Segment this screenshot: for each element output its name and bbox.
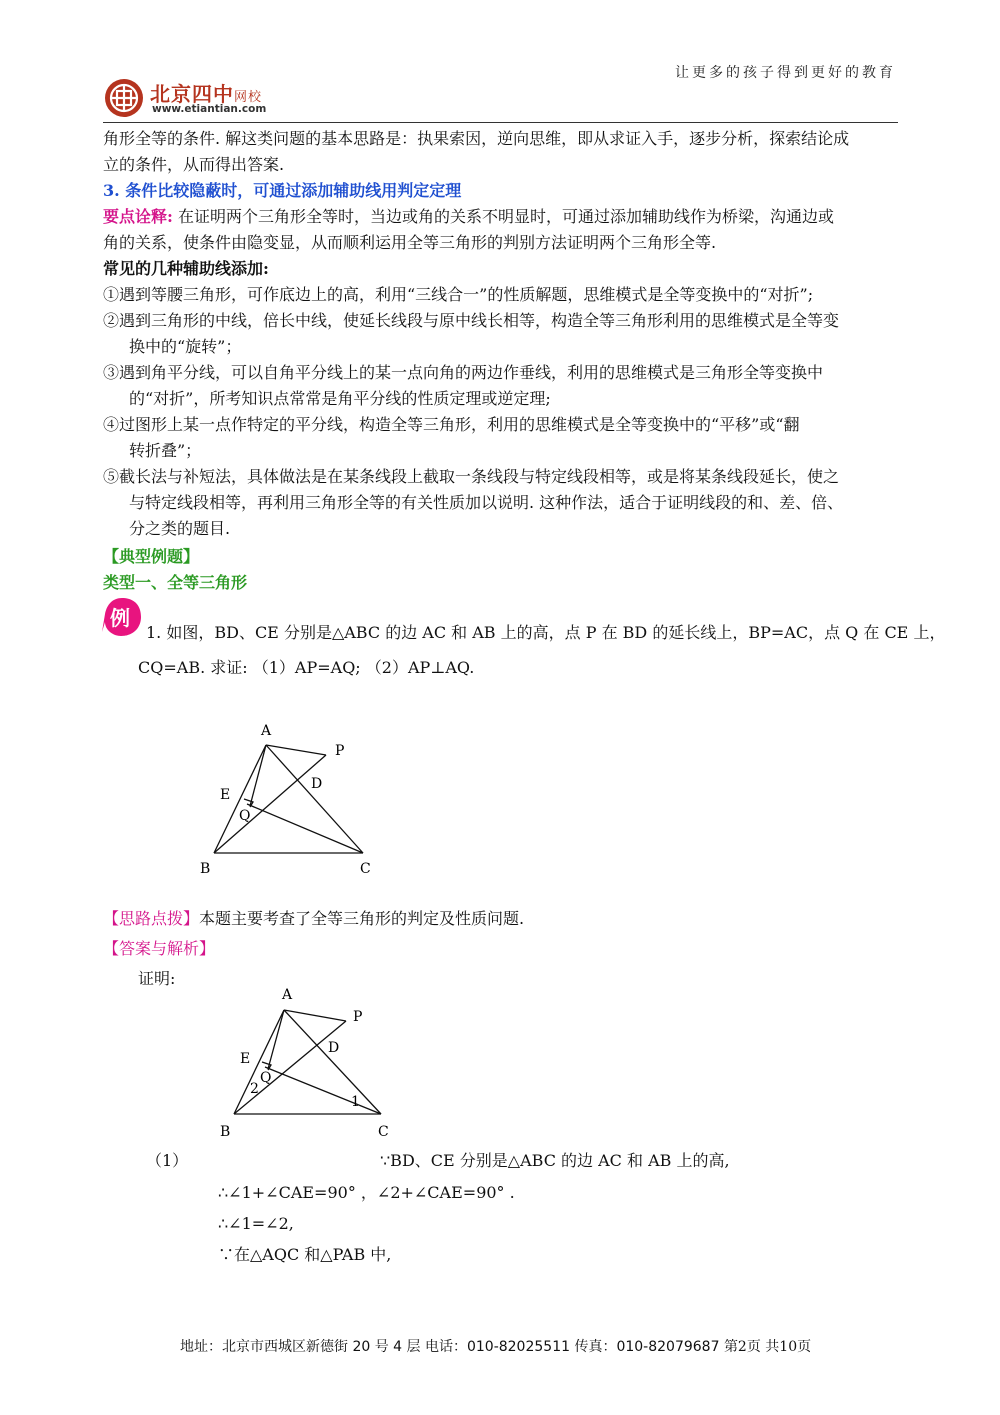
segment-ap xyxy=(266,745,326,755)
label-e: E xyxy=(240,1051,251,1067)
answer-label: 【答案与解析】 xyxy=(103,939,216,958)
segment-ac xyxy=(266,745,363,853)
hint-text: 本题主要考查了全等三角形的判定及性质问题. xyxy=(199,909,525,928)
label-c: C xyxy=(378,1124,389,1140)
list-item: ③遇到角平分线，可以自角平分线上的某一点向角的两边作垂线，利用的思维模式是三角形全等变换中 xyxy=(103,363,824,382)
segment-ec xyxy=(247,804,363,853)
segment-bp xyxy=(234,1021,346,1114)
question-line: 1. 如图，BD、CE 分别是△ABC 的边 AC 和 AB 上的高，点 P 在 BD 的延长线上，BP=AC，点 Q 在 CE 上， xyxy=(146,623,946,642)
label-b: B xyxy=(220,1124,231,1140)
paragraph-line: 立的条件，从而得出答案. xyxy=(103,155,285,174)
hint-label: 【思路点拨】 xyxy=(103,909,200,928)
list-item: ④过图形上某一点作特定的平分线，构造全等三角形，利用的思维模式是全等变换中的“平移”或“翻 xyxy=(103,415,800,434)
label-q: Q xyxy=(239,808,251,824)
list-item: ②遇到三角形的中线，倍长中线，使延长线段与原中线长相等，构造全等三角形利用的思维模式是全等变 xyxy=(103,311,840,330)
label-p: P xyxy=(353,1009,363,1025)
proof-step: ∴∠1=∠2, xyxy=(218,1214,294,1233)
triangle-figure-2 xyxy=(210,985,410,1145)
logo-title-text: 北京四中 xyxy=(150,82,234,106)
label-d: D xyxy=(328,1040,340,1056)
list-item-cont: 分之类的题目. xyxy=(129,519,231,538)
proof-label: 证明: xyxy=(138,969,176,988)
page-footer xyxy=(180,1336,811,1356)
list-item: ⑤截长法与补短法，具体做法是在某条线段上截取一条线段与特定线段相等，或是将某条线段延长，使之 xyxy=(103,467,840,486)
header-slogan: 让更多的孩子得到更好的教育 xyxy=(675,65,896,81)
paragraph-line: 角形全等的条件. 解这类问题的基本思路是：执果索因，逆向思维，即从求证入手，逐步分析，探索结论成 xyxy=(103,129,850,148)
examples-heading: 【典型例题】 xyxy=(103,547,200,566)
footer-address: 地址：北京市西城区新德街 20 号 4 层 电话：010-82025511 传真：010-82079687 xyxy=(180,1339,720,1355)
section-heading-3: 3. 条件比较隐蔽时，可通过添加辅助线用判定定理 xyxy=(103,181,462,200)
label-a: A xyxy=(261,723,272,739)
segment-ac xyxy=(284,1010,381,1114)
example-badge-text: 例 xyxy=(110,606,130,630)
proof-step: ∵BD、CE 分别是△ABC 的边 AC 和 AB 上的高, xyxy=(380,1151,730,1170)
label-b: B xyxy=(200,861,211,877)
segment-ec xyxy=(265,1067,381,1114)
list-item-cont: 转折叠”； xyxy=(129,441,202,460)
key-point-label: 要点诠释: xyxy=(103,207,173,226)
label-angle-2: 2 xyxy=(250,1081,259,1097)
logo-url: www.etiantian.com xyxy=(152,103,267,115)
key-point-text: 在证明两个三角形全等时，当边或角的关系不明显时，可通过添加辅助线作为桥梁，沟通边或 xyxy=(172,207,835,226)
paragraph-line: 角的关系，使条件由隐变显，从而顺利运用全等三角形的判别方法证明两个三角形全等. xyxy=(103,233,717,252)
segment-bp xyxy=(214,755,326,853)
proof-step: ∵在△AQC 和△PAB 中, xyxy=(218,1245,392,1264)
header-divider xyxy=(103,122,898,123)
label-e: E xyxy=(220,787,231,803)
type-heading: 类型一、全等三角形 xyxy=(103,573,248,592)
logo-subtitle: 网校 xyxy=(234,90,263,105)
label-c: C xyxy=(360,861,371,877)
question-line: CQ=AB. 求证: （1）AP=AQ; （2）AP⊥AQ. xyxy=(138,658,475,677)
label-d: D xyxy=(311,776,323,792)
triangle-figure-1 xyxy=(190,715,390,885)
footer-page-number: 第2页 共10页 xyxy=(723,1339,812,1355)
hint-line xyxy=(103,906,524,932)
list-item-cont: 与特定线段相等，再利用三角形全等的有关性质加以说明. 这种作法，适合于证明线段的和、差、倍、 xyxy=(129,493,844,512)
segment-aq xyxy=(250,745,266,806)
proof-step: ∴∠1+∠CAE=90° ，∠2+∠CAE=90° . xyxy=(218,1183,515,1202)
key-point-line xyxy=(103,204,834,230)
proof-step-number: （1） xyxy=(146,1151,189,1170)
label-q: Q xyxy=(260,1070,272,1086)
list-item: ①遇到等腰三角形，可作底边上的高，利用“三线合一”的性质解题，思维模式是全等变换中的“对折”; xyxy=(103,285,814,304)
label-angle-1: 1 xyxy=(351,1094,360,1110)
aux-lines-title: 常见的几种辅助线添加: xyxy=(103,259,269,278)
list-item-cont: 的“对折”，所考知识点常常是角平分线的性质定理或逆定理; xyxy=(129,389,551,408)
label-a: A xyxy=(282,987,293,1003)
label-p: P xyxy=(335,743,345,759)
list-item-cont: 换中的“旋转”； xyxy=(129,337,242,356)
